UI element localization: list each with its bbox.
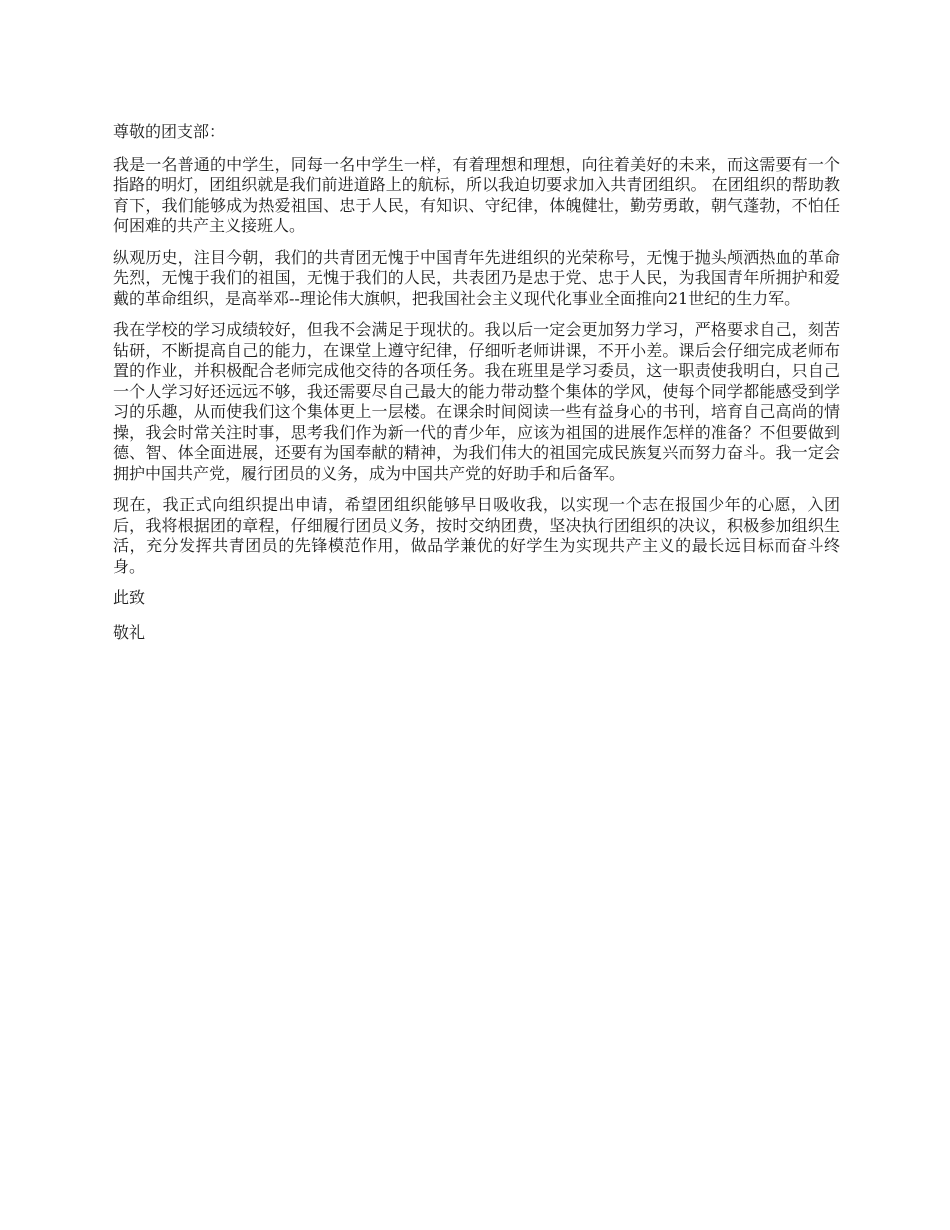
closing-greeting: 此致 [113,588,146,607]
paragraph-4: 现在，我正式向组织提出申请，希望团组织能够早日吸收我，以实现一个志在报国少年的心愿，入团后，我将根据团的章程，仔细履行团员义务，按时交纳团费，坚决执行团组织的决议，积极参加组织生活，充分发挥共青团员的先锋模范作用，做品学兼优的好学生为实现共产主义的最长远目标而奋斗终身。 [113,495,840,576]
paragraph-1: 我是一名普通的中学生，同每一名中学生一样，有着理想和理想，向往着美好的未来，而这需要有一个指路的明灯，团组织就是我们前进道路上的航标，所以我迫切要求加入共青团组织。 在团组织的帮助教育下，我们能够成为热爱祖国、忠于人民，有知识、守纪律，体魄健壮，勤劳勇敢，朝气蓬勃，不怕任何困难的共产主义接班人。 [113,154,840,235]
closing-salute: 敬礼 [113,622,146,642]
paragraph-2: 纵观历史，注目今朝，我们的共青团无愧于中国青年先进组织的光荣称号，无愧于抛头颅洒热血的革命先烈，无愧于我们的祖国，无愧于我们的人民，共表团乃是忠于党、忠于人民，为我国青年所拥护和爱戴的革命组织，是高举邓--理论伟大旗帜，把我国社会主义现代化事业全面推向21世纪的生力军。 [113,247,840,308]
letter-body [113,122,840,657]
paragraph-3: 我在学校的学习成绩较好，但我不会满足于现状的。我以后一定会更加努力学习，严格要求自己，刻苦钻研，不断提高自己的能力，在课堂上遵守纪律，仔细听老师讲课，不开小差。课后会仔细完成老师布置的作业，并积极配合老师完成他交待的各项任务。我在班里是学习委员，这一职责使我明白，只自己一个人学习好还远远不够，我还需要尽自己最大的能力带动整个集体的学风，使每个同学都能感受到学习的乐趣，从而使我们这个集体更上一层楼。在课余时间阅读一些有益身心的书刊，培育自己高尚的情操，我会时常关注时事，思考我们作为新一代的青少年，应该为祖国的进展作怎样的准备？不但要做到德、智、体全面进展，还要有为国奉献的精神，为我们伟大的祖国完成民族复兴而努力奋斗。我一定会拥护中国共产党，履行团员的义务，成为中国共产党的好助手和后备军。 [113,320,840,483]
salutation: 尊敬的团支部： [113,122,226,141]
